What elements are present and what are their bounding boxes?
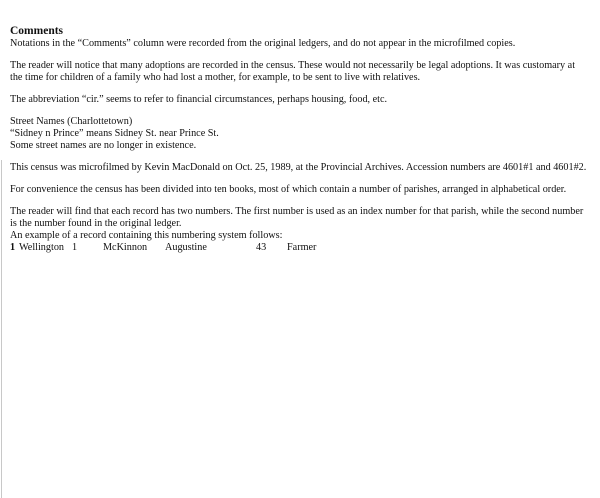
microfilm-paragraph — [10, 162, 594, 174]
street-names-example: “Sidney n Prince” means Sidney St. near Prince St. — [10, 128, 219, 139]
street-names-note: Some street names are no longer in existence. — [10, 140, 197, 151]
spacer — [10, 174, 594, 184]
record-surname: McKinnon — [103, 242, 148, 253]
spacer — [10, 50, 594, 60]
record-ledger-number: 1 — [72, 242, 78, 253]
document-page — [10, 24, 594, 255]
comments-heading: Comments — [10, 25, 64, 37]
record-age: 43 — [256, 242, 267, 253]
example-record-row — [10, 242, 594, 255]
adoptions-paragraph — [10, 60, 594, 84]
record-occupation: Farmer — [287, 242, 317, 253]
abbreviation-text: The abbreviation “cir.” seems to refer to financial circumstances, perhaps housing, food, etc. — [10, 94, 388, 105]
microfilm-text: This census was microfilmed by Kevin MacDonald on Oct. 25, 1989, at the Provincial Archives. Accession numbers are 4601#1 and 4601#2. — [10, 162, 587, 173]
spacer — [10, 106, 594, 116]
comments-note-paragraph — [10, 38, 594, 50]
record-given-name: Augustine — [165, 242, 207, 253]
numbering-text-line-2: is the number found in the original ledger. — [10, 218, 182, 229]
example-intro-text: An example of a record containing this numbering system follows: — [10, 230, 283, 241]
convenience-paragraph — [10, 184, 594, 196]
record-index-number: 1 — [10, 242, 16, 253]
spacer — [10, 84, 594, 94]
convenience-text: For convenience the census has been divided into ten books, most of which contain a number of parishes, arranged in alphabetical order. — [10, 184, 567, 195]
record-parish: Wellington — [19, 242, 65, 253]
numbering-paragraph — [10, 206, 594, 242]
comments-note-text: Notations in the “Comments” column were recorded from the original ledgers, and do not appear in the microfilmed copies. — [10, 38, 516, 49]
abbreviation-paragraph — [10, 94, 594, 106]
numbering-text-line-1: The reader will find that each record has two numbers. The first number is used as an index number for that parish, while the second number — [10, 206, 584, 217]
street-names-title: Street Names (Charlottetown) — [10, 116, 133, 127]
adoptions-text-line-2: the time for children of a family who had lost a mother, for example, to be sent to live with relatives. — [10, 72, 421, 83]
adoptions-text-line-1: The reader will notice that many adoptions are recorded in the census. These would not necessarily be legal adoptions. It was customary at — [10, 60, 576, 71]
page-edge-line — [1, 160, 2, 498]
spacer — [10, 196, 594, 206]
street-names-paragraph — [10, 116, 594, 152]
spacer — [10, 152, 594, 162]
